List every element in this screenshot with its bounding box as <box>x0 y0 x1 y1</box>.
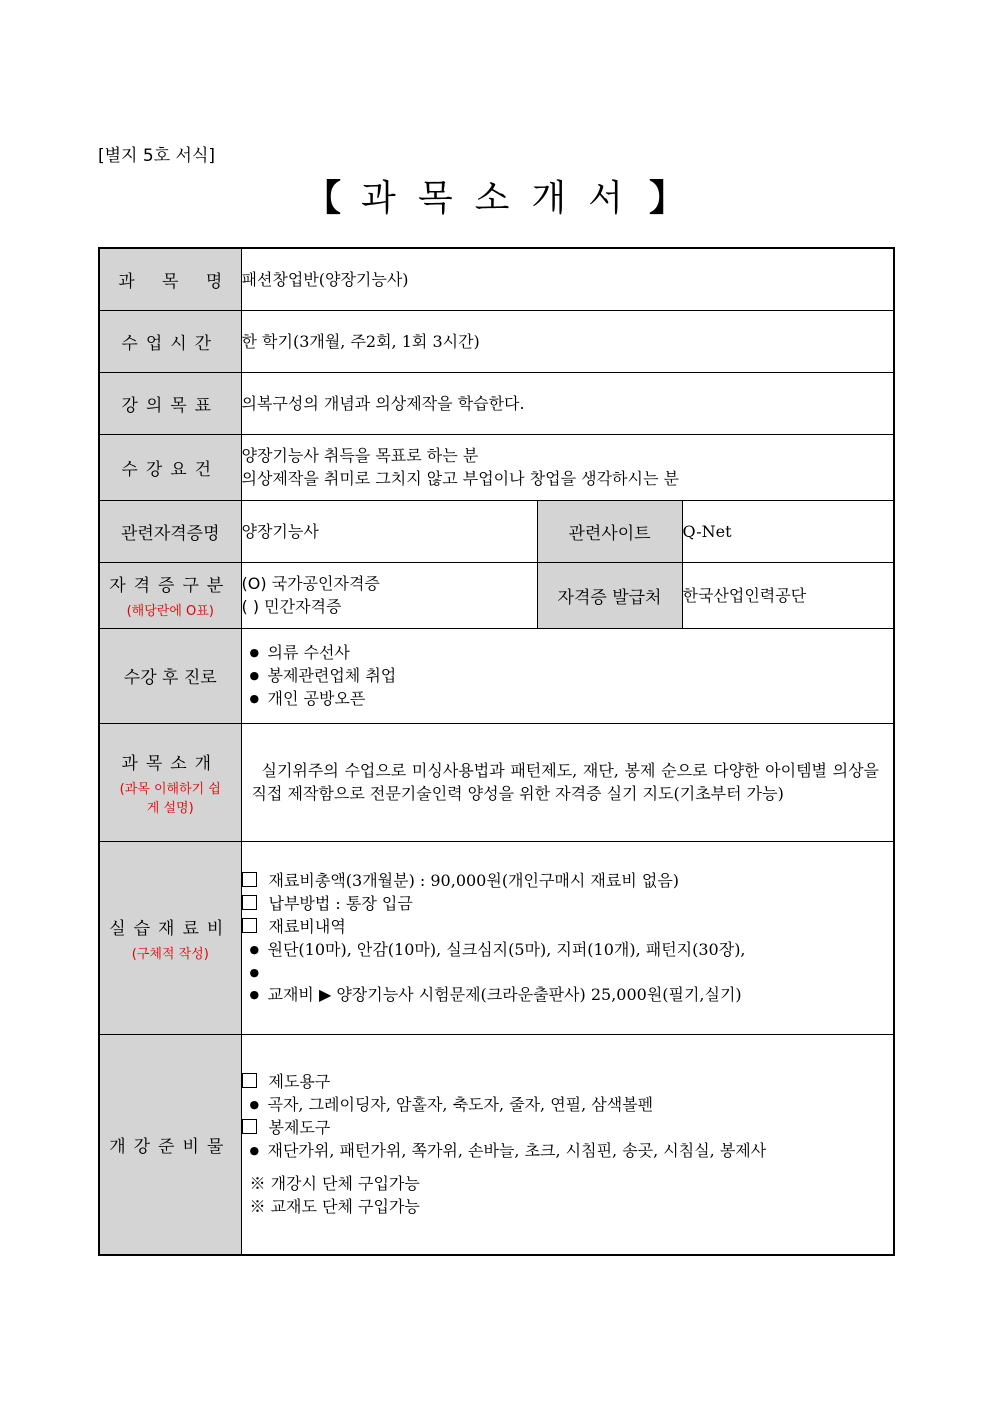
checkbox-icon <box>242 1119 257 1134</box>
label-class-time: 수업시간 <box>99 310 241 372</box>
row-class-time <box>99 310 894 372</box>
value-certificate: 양장기능사 <box>241 500 537 562</box>
label-certificate: 관련자격증명 <box>99 500 241 562</box>
row-cert-type <box>99 562 894 628</box>
label-intro-sub: (과목 이해하기 쉽게 설명) <box>119 781 221 816</box>
requirement-line: 의상제작을 취미로 그치지 않고 부업이나 창업을 생각하시는 분 <box>241 469 679 488</box>
label-issuer: 자격증 발급처 <box>537 562 682 628</box>
label-cert-type-sub: (해당란에 O표) <box>126 604 214 619</box>
sewing-tools-text: 봉제도구 <box>268 1118 331 1138</box>
list-item: ● 개인 공방오픈 <box>242 687 894 710</box>
note-textbook-purchase: ※ 교재도 단체 구입가능 <box>249 1197 420 1217</box>
label-cert-type <box>99 562 241 628</box>
checkbox-icon <box>242 895 257 910</box>
label-related-site: 관련사이트 <box>537 500 682 562</box>
intro-paragraph: 실기위주의 수업으로 미싱사용법과 패턴제도, 재단, 봉제 순으로 다양한 아이템별 의상을 직접 제작함으로 전문기술인력 양성을 위한 자격증 실기 지도(기초부터 가능) <box>251 761 880 803</box>
checkbox-icon <box>242 918 257 933</box>
fee-items <box>242 938 894 1006</box>
label-preparation: 개강준비물 <box>99 1034 241 1255</box>
label-material-fee-sub: (구체적 작성) <box>131 946 209 962</box>
list-item: ● 교재비 ▶ 양장기능사 시험문제(크라운출판사) 25,000원(필기,실기) <box>242 983 894 1006</box>
row-intro <box>99 723 894 841</box>
value-career <box>241 628 894 723</box>
fee-payment-text: 납부방법 : 통장 입금 <box>268 894 413 913</box>
row-preparation <box>99 1034 894 1255</box>
label-requirements: 수강요건 <box>99 434 241 500</box>
label-material-fee <box>99 841 241 1034</box>
value-intro <box>241 723 894 841</box>
title-text: 과목소개서 <box>361 178 645 219</box>
label-career: 수강 후 진로 <box>99 628 241 723</box>
requirement-line: 양장기능사 취득을 목표로 하는 분 <box>241 446 479 465</box>
value-class-time: 한 학기(3개월, 주2회, 1회 3시간) <box>241 310 894 372</box>
label-course-name: 과 목 명 <box>99 248 241 310</box>
checkbox-icon <box>242 1073 257 1088</box>
checkbox-icon <box>242 872 257 887</box>
row-course-name <box>99 248 894 310</box>
note-group-purchase: ※ 개강시 단체 구입가능 <box>249 1174 420 1194</box>
title-close-bracket: 】 <box>648 178 687 219</box>
title-open-bracket: 【 <box>305 178 344 219</box>
row-goal <box>99 372 894 434</box>
form-number: [별지 5호 서식] <box>98 146 215 166</box>
drafting-tools-title <box>242 1070 894 1093</box>
label-material-fee-text: 실습재료비 <box>109 918 232 939</box>
value-goal: 의복구성의 개념과 의상제작을 학습한다. <box>241 372 894 434</box>
sewing-tools-list <box>242 1139 894 1162</box>
list-item: ● 의류 수선사 <box>242 641 894 664</box>
value-cert-type <box>241 562 537 628</box>
list-item: ● 재단가위, 패턴가위, 쪽가위, 손바늘, 초크, 시침핀, 송곳, 시침실, 봉제사 <box>242 1139 854 1162</box>
cert-option-private: ( ) 민간자격증 <box>241 597 342 616</box>
value-related-site: Q-Net <box>682 500 894 562</box>
row-requirements <box>99 434 894 500</box>
list-item: ● 봉제관련업체 취업 <box>242 664 894 687</box>
fee-detail-line <box>242 915 894 938</box>
fee-detail-text: 재료비내역 <box>268 917 346 936</box>
list-item: ● 원단(10마), 안감(10마), 실크심지(5마), 지퍼(10개), 패턴지(30장), <box>242 938 894 961</box>
spacer <box>242 961 894 983</box>
value-material-fee <box>241 841 894 1034</box>
drafting-tools-text: 제도용구 <box>268 1072 331 1092</box>
list-item: ● 곡자, 그레이딩자, 암홀자, 축도자, 줄자, 연필, 삼색볼펜 <box>242 1093 894 1116</box>
row-career <box>99 628 894 723</box>
label-goal: 강의목표 <box>99 372 241 434</box>
cert-option-national: (O) 국가공인자격증 <box>241 574 380 593</box>
drafting-tools-list <box>242 1093 894 1116</box>
fee-total-line <box>242 869 894 892</box>
label-intro-text: 과목소개 <box>121 753 220 774</box>
value-preparation <box>241 1034 894 1255</box>
sewing-tools-title <box>242 1116 894 1139</box>
fee-payment-line <box>242 892 894 915</box>
label-intro <box>99 723 241 841</box>
course-intro-table <box>98 247 895 1256</box>
label-cert-type-text: 자격증구분 <box>109 576 232 596</box>
value-requirements <box>241 434 894 500</box>
row-material-fee <box>99 841 894 1034</box>
row-certificate <box>99 500 894 562</box>
value-course-name: 패션창업반(양장기능사) <box>241 248 894 310</box>
document-title <box>0 170 992 221</box>
fee-total-text: 재료비총액(3개월분) : 90,000원(개인구매시 재료비 없음) <box>268 871 680 890</box>
career-list <box>242 641 894 710</box>
value-issuer: 한국산업인력공단 <box>682 562 894 628</box>
